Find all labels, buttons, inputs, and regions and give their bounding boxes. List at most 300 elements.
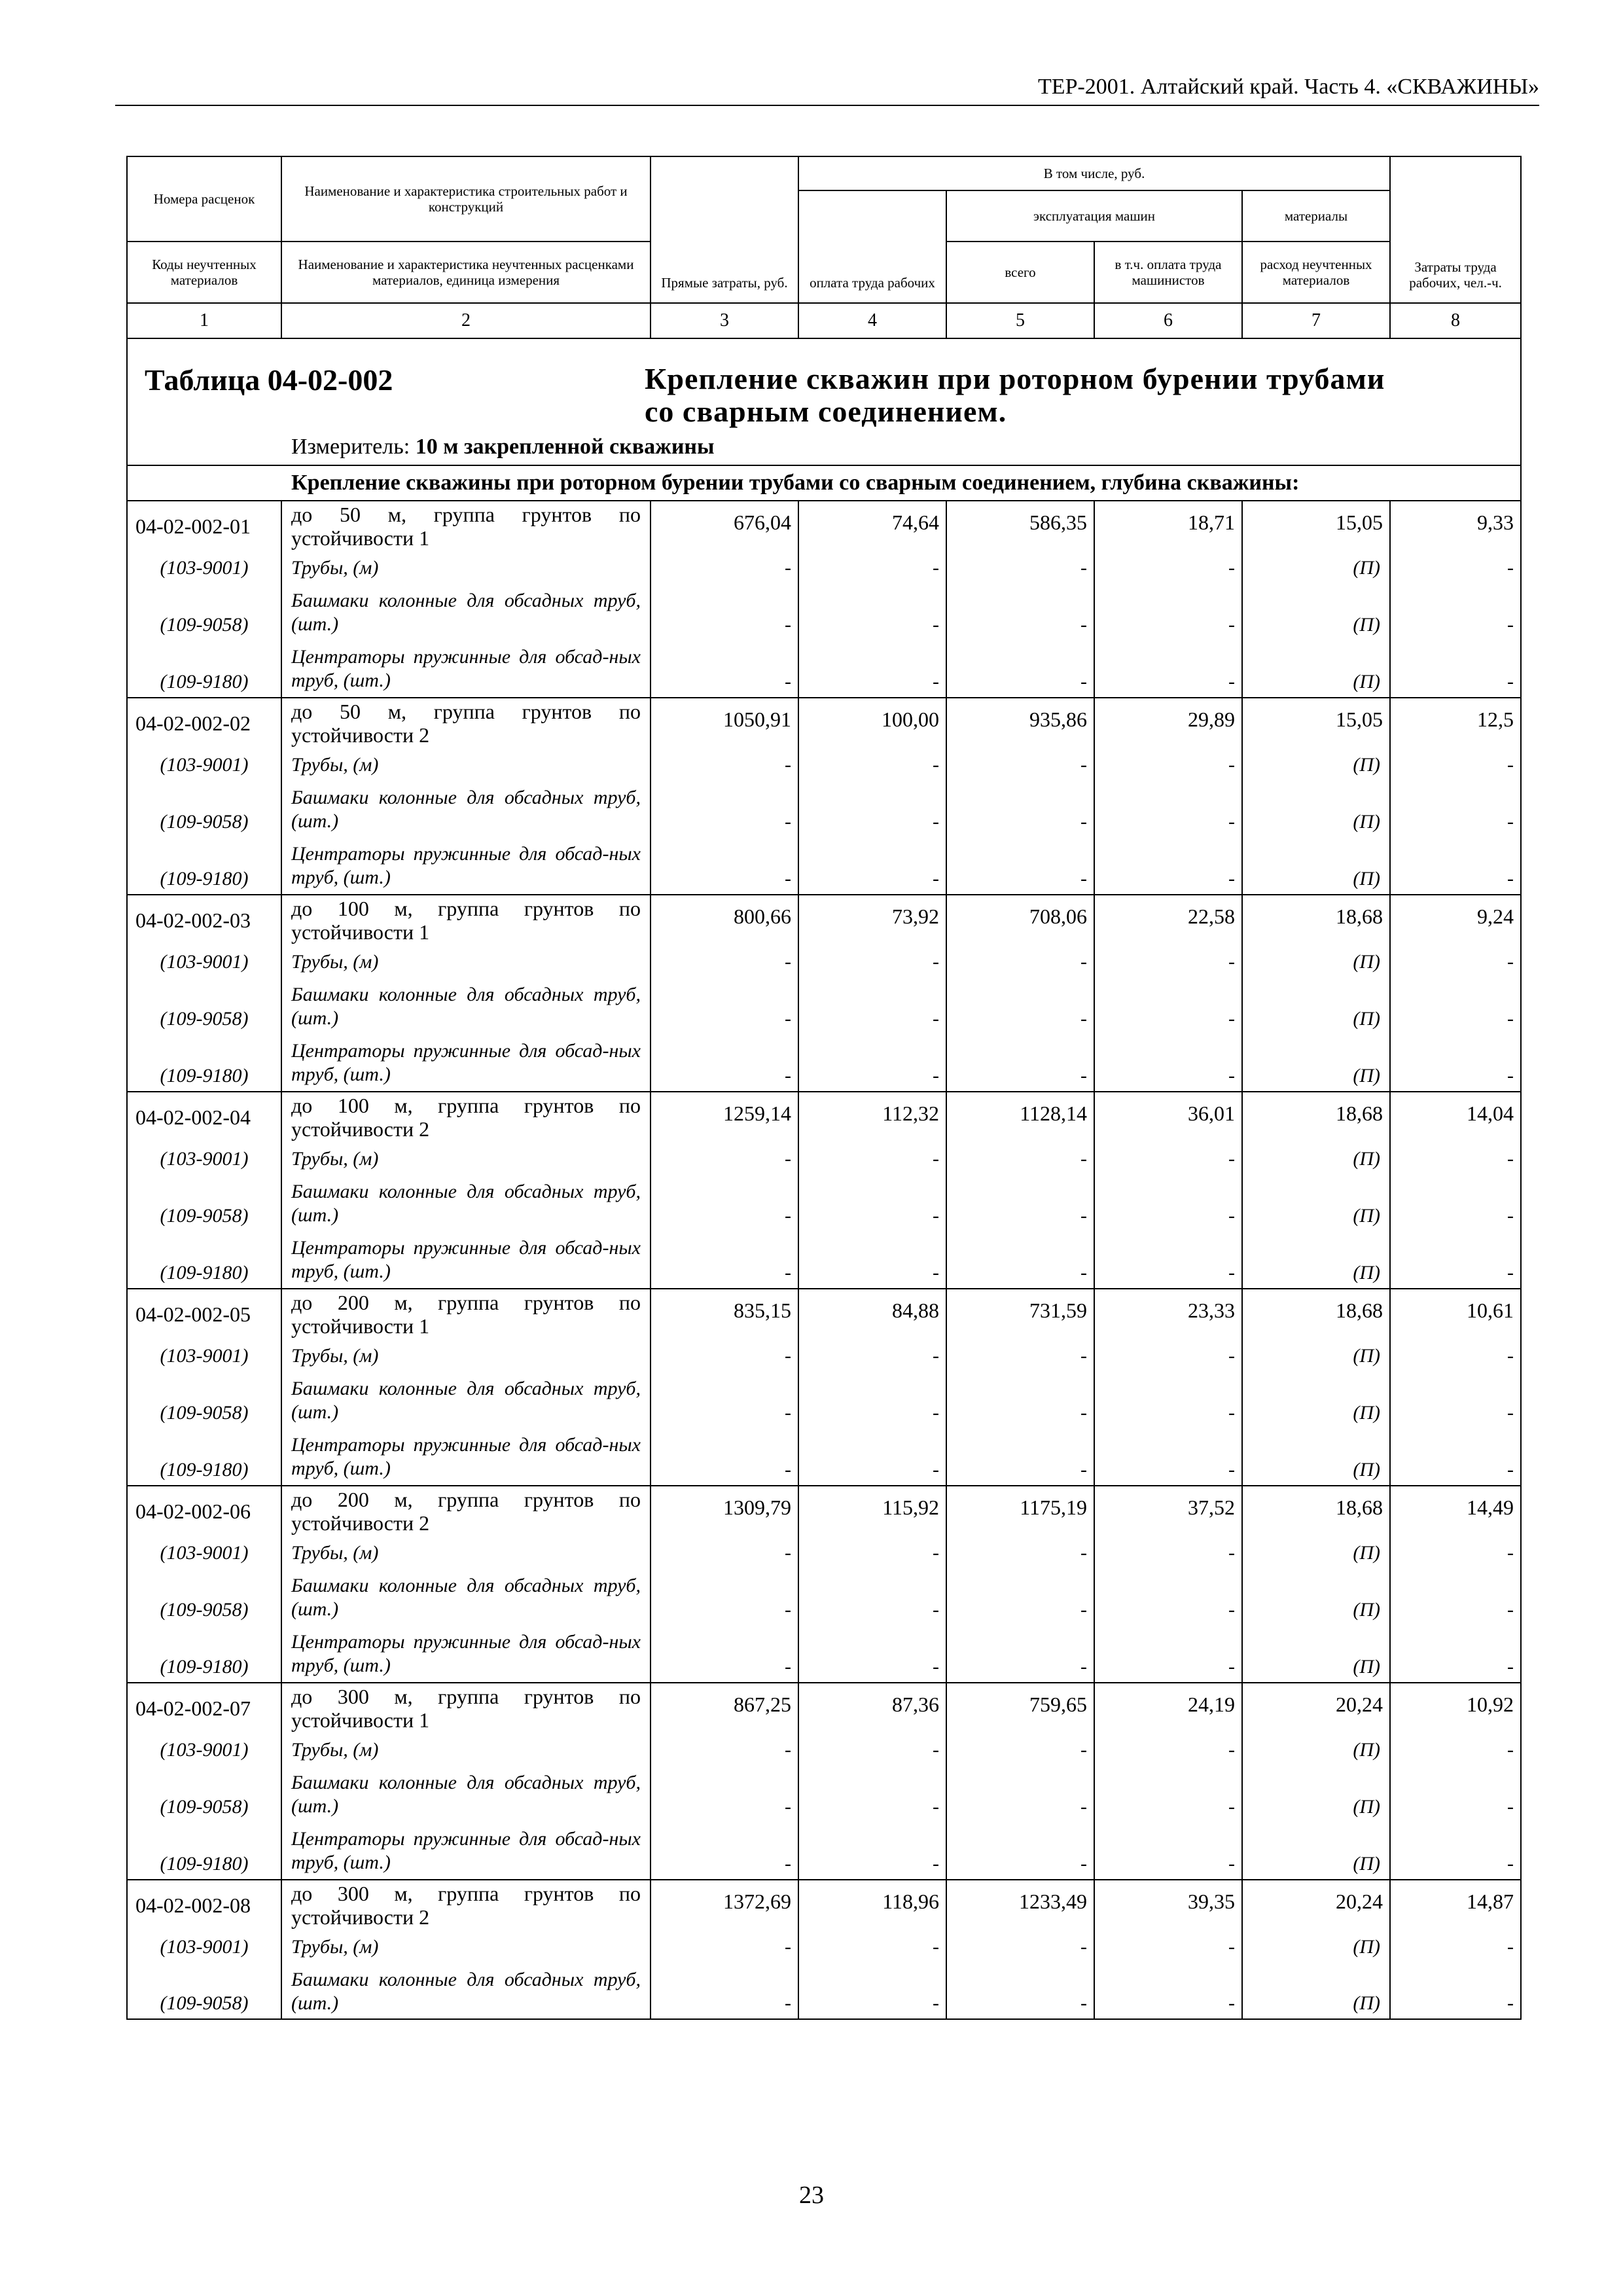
materials-value: 15,05 (1242, 501, 1390, 551)
table-name-line-2: со сварным соединением. (645, 395, 1007, 428)
header-machines: эксплуатация машин (946, 190, 1242, 242)
material-name: Трубы, (м) (281, 1339, 651, 1373)
labor-hours-value: 12,5 (1390, 698, 1521, 748)
measure-unit-label: Измеритель: (291, 435, 410, 459)
materials-value: 20,24 (1242, 1683, 1390, 1733)
material-name: Башмаки колонные для обсадных труб, (шт.) (281, 1570, 651, 1625)
dash-cell: - (1390, 1822, 1521, 1880)
material-name: Башмаки колонные для обсадных труб, (шт.) (281, 1767, 651, 1822)
rate-row (127, 1880, 1521, 1930)
machines-total-value: 1175,19 (946, 1486, 1094, 1536)
material-name: Трубы, (м) (281, 551, 651, 585)
col-number: 3 (651, 303, 798, 338)
material-row (127, 1339, 1521, 1373)
material-mark: (П) (1242, 837, 1390, 895)
col-number: 4 (798, 303, 946, 338)
dash-cell: - (1094, 1733, 1242, 1767)
rate-code: 04-02-002-06 (127, 1486, 281, 1536)
dash-cell: - (1390, 585, 1521, 640)
material-code: (109-9180) (127, 1822, 281, 1880)
dash-cell: - (1094, 1822, 1242, 1880)
dash-cell: - (798, 837, 946, 895)
material-mark: (П) (1242, 1142, 1390, 1176)
direct-costs-value: 676,04 (651, 501, 798, 551)
material-mark: (П) (1242, 748, 1390, 782)
materials-value: 18,68 (1242, 1289, 1390, 1339)
material-name: Башмаки колонные для обсадных труб, (шт.) (281, 1373, 651, 1428)
dash-cell: - (1390, 1176, 1521, 1231)
direct-costs-value: 867,25 (651, 1683, 798, 1733)
material-mark: (П) (1242, 1339, 1390, 1373)
material-name: Центраторы пружинные для обсад-ных труб, (шт.) (281, 837, 651, 895)
material-name: Трубы, (м) (281, 1142, 651, 1176)
dash-cell: - (651, 1231, 798, 1289)
dash-cell: - (1390, 1231, 1521, 1289)
dash-cell: - (1390, 1428, 1521, 1486)
material-row (127, 551, 1521, 585)
dash-cell: - (651, 1339, 798, 1373)
material-name: Трубы, (м) (281, 1930, 651, 1964)
machines-total-value: 935,86 (946, 698, 1094, 748)
material-code: (109-9180) (127, 1625, 281, 1683)
material-mark: (П) (1242, 1733, 1390, 1767)
rate-row (127, 501, 1521, 551)
dash-cell: - (946, 979, 1094, 1034)
col-number: 8 (1390, 303, 1521, 338)
dash-cell: - (651, 585, 798, 640)
dash-cell: - (798, 1536, 946, 1570)
dash-cell: - (798, 1176, 946, 1231)
col-number: 7 (1242, 303, 1390, 338)
dash-cell: - (946, 1930, 1094, 1964)
labor-hours-value: 9,24 (1390, 895, 1521, 945)
operators-pay-value: 29,89 (1094, 698, 1242, 748)
operators-pay-value: 23,33 (1094, 1289, 1242, 1339)
table-number: Таблица 04-02-002 (145, 363, 393, 397)
dash-cell: - (946, 551, 1094, 585)
material-mark: (П) (1242, 1231, 1390, 1289)
dash-cell: - (798, 1733, 946, 1767)
dash-cell: - (1390, 945, 1521, 979)
dash-cell: - (1094, 1034, 1242, 1092)
dash-cell: - (651, 1625, 798, 1683)
col-number: 6 (1094, 303, 1242, 338)
direct-costs-value: 1259,14 (651, 1092, 798, 1142)
labor-hours-value: 14,87 (1390, 1880, 1521, 1930)
header-worker-pay: оплата труда рабочих (798, 190, 946, 303)
rate-row (127, 698, 1521, 748)
machines-total-value: 731,59 (946, 1289, 1094, 1339)
worker-pay-value: 73,92 (798, 895, 946, 945)
rate-code: 04-02-002-07 (127, 1683, 281, 1733)
dash-cell: - (946, 782, 1094, 837)
material-code: (103-9001) (127, 748, 281, 782)
dash-cell: - (1094, 1231, 1242, 1289)
dash-cell: - (651, 945, 798, 979)
machines-total-value: 708,06 (946, 895, 1094, 945)
dash-cell: - (1390, 1625, 1521, 1683)
dash-cell: - (1094, 1570, 1242, 1625)
dash-cell: - (798, 585, 946, 640)
measure-unit (128, 435, 1520, 459)
worker-pay-value: 115,92 (798, 1486, 946, 1536)
material-mark: (П) (1242, 1428, 1390, 1486)
dash-cell: - (1390, 1034, 1521, 1092)
table-name (645, 363, 1450, 428)
operators-pay-value: 37,52 (1094, 1486, 1242, 1536)
dash-cell: - (1390, 782, 1521, 837)
dash-cell: - (798, 1428, 946, 1486)
dash-cell: - (1390, 1733, 1521, 1767)
rate-code: 04-02-002-05 (127, 1289, 281, 1339)
rate-name: до 300 м, группа грунтов по устойчивости 1 (281, 1683, 651, 1733)
dash-cell: - (798, 945, 946, 979)
operators-pay-value: 36,01 (1094, 1092, 1242, 1142)
header-material-names: Наименование и характеристика неучтенных расценками материалов, единица измерения (281, 242, 651, 303)
dash-cell: - (946, 1339, 1094, 1373)
material-row (127, 1536, 1521, 1570)
material-mark: (П) (1242, 1570, 1390, 1625)
header-unaccounted-materials: расход неучтенных материалов (1242, 242, 1390, 303)
rate-code: 04-02-002-02 (127, 698, 281, 748)
rate-row (127, 1683, 1521, 1733)
dash-cell: - (1094, 1142, 1242, 1176)
table-title-block (127, 338, 1521, 465)
dash-cell: - (798, 1339, 946, 1373)
labor-hours-value: 10,92 (1390, 1683, 1521, 1733)
col-number: 5 (946, 303, 1094, 338)
dash-cell: - (651, 1176, 798, 1231)
materials-value: 18,68 (1242, 1092, 1390, 1142)
dash-cell: - (1094, 979, 1242, 1034)
material-mark: (П) (1242, 1822, 1390, 1880)
col-number: 1 (127, 303, 281, 338)
materials-value: 15,05 (1242, 698, 1390, 748)
material-row (127, 1930, 1521, 1964)
dash-cell: - (946, 1231, 1094, 1289)
running-header: ТЕР-2001. Алтайский край. Часть 4. «СКВАЖИНЫ» (115, 73, 1539, 106)
machines-total-value: 759,65 (946, 1683, 1094, 1733)
dash-cell: - (651, 1964, 798, 2019)
material-mark: (П) (1242, 1767, 1390, 1822)
rate-row (127, 1289, 1521, 1339)
material-code: (103-9001) (127, 945, 281, 979)
dash-cell: - (1094, 782, 1242, 837)
materials-value: 18,68 (1242, 895, 1390, 945)
worker-pay-value: 118,96 (798, 1880, 946, 1930)
dash-cell: - (946, 585, 1094, 640)
dash-cell: - (798, 551, 946, 585)
dash-cell: - (946, 1570, 1094, 1625)
dash-cell: - (651, 1536, 798, 1570)
dash-cell: - (1390, 837, 1521, 895)
dash-cell: - (946, 1625, 1094, 1683)
material-row (127, 1625, 1521, 1683)
material-code: (109-9058) (127, 585, 281, 640)
dash-cell: - (651, 551, 798, 585)
dash-cell: - (798, 1034, 946, 1092)
material-code: (109-9180) (127, 1231, 281, 1289)
material-name: Центраторы пружинные для обсад-ных труб, (шт.) (281, 1231, 651, 1289)
material-mark: (П) (1242, 1625, 1390, 1683)
dash-cell: - (1390, 979, 1521, 1034)
material-code: (109-9180) (127, 1428, 281, 1486)
dash-cell: - (651, 1428, 798, 1486)
dash-cell: - (946, 1142, 1094, 1176)
dash-cell: - (946, 945, 1094, 979)
dash-cell: - (1390, 640, 1521, 698)
dash-cell: - (1390, 1930, 1521, 1964)
dash-cell: - (651, 1930, 798, 1964)
dash-cell: - (798, 1930, 946, 1964)
direct-costs-value: 1050,91 (651, 698, 798, 748)
dash-cell: - (1094, 945, 1242, 979)
dash-cell: - (946, 1176, 1094, 1231)
material-code: (103-9001) (127, 1142, 281, 1176)
material-row (127, 1733, 1521, 1767)
dash-cell: - (1094, 1536, 1242, 1570)
material-code: (109-9058) (127, 1964, 281, 2019)
dash-cell: - (798, 640, 946, 698)
material-row (127, 1570, 1521, 1625)
material-row (127, 585, 1521, 640)
dash-cell: - (1094, 1964, 1242, 2019)
material-row (127, 979, 1521, 1034)
dash-cell: - (946, 837, 1094, 895)
dash-cell: - (1390, 1570, 1521, 1625)
dash-cell: - (798, 1373, 946, 1428)
rate-name: до 100 м, группа грунтов по устойчивости 1 (281, 895, 651, 945)
rate-code: 04-02-002-04 (127, 1092, 281, 1142)
worker-pay-value: 100,00 (798, 698, 946, 748)
labor-hours-value: 14,49 (1390, 1486, 1521, 1536)
material-mark: (П) (1242, 1034, 1390, 1092)
dash-cell: - (651, 1767, 798, 1822)
material-mark: (П) (1242, 945, 1390, 979)
operators-pay-value: 24,19 (1094, 1683, 1242, 1733)
materials-value: 18,68 (1242, 1486, 1390, 1536)
dash-cell: - (798, 1625, 946, 1683)
material-row (127, 640, 1521, 698)
rate-code: 04-02-002-08 (127, 1880, 281, 1930)
material-name: Башмаки колонные для обсадных труб, (шт.) (281, 1176, 651, 1231)
dash-cell: - (651, 1034, 798, 1092)
material-row (127, 1428, 1521, 1486)
dash-cell: - (946, 1964, 1094, 2019)
material-row (127, 1822, 1521, 1880)
header-material-codes: Коды неучтенных материалов (127, 242, 281, 303)
dash-cell: - (798, 782, 946, 837)
worker-pay-value: 87,36 (798, 1683, 946, 1733)
worker-pay-value: 112,32 (798, 1092, 946, 1142)
rate-name: до 300 м, группа грунтов по устойчивости 2 (281, 1880, 651, 1930)
dash-cell: - (946, 1767, 1094, 1822)
dash-cell: - (1094, 1767, 1242, 1822)
material-name: Центраторы пружинные для обсад-ных труб, (шт.) (281, 1822, 651, 1880)
dash-cell: - (1094, 585, 1242, 640)
materials-value: 20,24 (1242, 1880, 1390, 1930)
dash-cell: - (1390, 1964, 1521, 2019)
material-mark: (П) (1242, 1373, 1390, 1428)
rate-name: до 100 м, группа грунтов по устойчивости 2 (281, 1092, 651, 1142)
operators-pay-value: 18,71 (1094, 501, 1242, 551)
material-name: Трубы, (м) (281, 1536, 651, 1570)
material-code: (109-9180) (127, 640, 281, 698)
dash-cell: - (946, 640, 1094, 698)
material-mark: (П) (1242, 1536, 1390, 1570)
material-name: Башмаки колонные для обсадных труб, (шт.) (281, 782, 651, 837)
material-name: Центраторы пружинные для обсад-ных труб, (шт.) (281, 640, 651, 698)
dash-cell: - (798, 1231, 946, 1289)
material-code: (103-9001) (127, 1536, 281, 1570)
material-code: (103-9001) (127, 551, 281, 585)
direct-costs-value: 800,66 (651, 895, 798, 945)
material-name: Трубы, (м) (281, 748, 651, 782)
material-name: Трубы, (м) (281, 945, 651, 979)
dash-cell: - (1390, 551, 1521, 585)
dash-cell: - (651, 640, 798, 698)
material-row (127, 782, 1521, 837)
header-including: В том числе, руб. (798, 156, 1390, 190)
dash-cell: - (1094, 1176, 1242, 1231)
dash-cell: - (798, 1767, 946, 1822)
header-machines-total: всего (946, 242, 1094, 303)
dash-cell: - (651, 979, 798, 1034)
page-number: 23 (799, 2181, 824, 2209)
material-row (127, 1231, 1521, 1289)
material-mark: (П) (1242, 1930, 1390, 1964)
material-row (127, 748, 1521, 782)
dash-cell: - (946, 1733, 1094, 1767)
dash-cell: - (946, 1373, 1094, 1428)
rate-name: до 200 м, группа грунтов по устойчивости 2 (281, 1486, 651, 1536)
dash-cell: - (651, 748, 798, 782)
material-code: (109-9058) (127, 1767, 281, 1822)
rate-row (127, 1092, 1521, 1142)
header-labor-hours: Затраты труда рабочих, чел.-ч. (1390, 156, 1521, 303)
material-code: (103-9001) (127, 1733, 281, 1767)
dash-cell: - (798, 748, 946, 782)
rate-code: 04-02-002-03 (127, 895, 281, 945)
dash-cell: - (946, 1822, 1094, 1880)
dash-cell: - (1390, 1373, 1521, 1428)
dash-cell: - (798, 1822, 946, 1880)
dash-cell: - (651, 1570, 798, 1625)
dash-cell: - (1390, 1339, 1521, 1373)
dash-cell: - (798, 979, 946, 1034)
dash-cell: - (651, 1822, 798, 1880)
material-mark: (П) (1242, 1176, 1390, 1231)
material-code: (103-9001) (127, 1930, 281, 1964)
material-name: Центраторы пружинные для обсад-ных труб, (шт.) (281, 1428, 651, 1486)
dash-cell: - (798, 1570, 946, 1625)
header-materials: материалы (1242, 190, 1390, 242)
section-heading: Крепление скважины при роторном бурении трубами со сварным соединением, глубина скважины: (127, 465, 1521, 501)
dash-cell: - (1094, 551, 1242, 585)
material-name: Трубы, (м) (281, 1733, 651, 1767)
direct-costs-value: 835,15 (651, 1289, 798, 1339)
material-mark: (П) (1242, 782, 1390, 837)
dash-cell: - (1094, 1339, 1242, 1373)
direct-costs-value: 1372,69 (651, 1880, 798, 1930)
rate-row (127, 895, 1521, 945)
machines-total-value: 586,35 (946, 501, 1094, 551)
header-work-name: Наименование и характеристика строительных работ и конструкций (281, 156, 651, 242)
material-name: Башмаки колонные для обсадных труб, (шт.) (281, 1964, 651, 2019)
material-code: (109-9058) (127, 1570, 281, 1625)
rate-code: 04-02-002-01 (127, 501, 281, 551)
material-row (127, 837, 1521, 895)
material-code: (109-9058) (127, 1373, 281, 1428)
dash-cell: - (1094, 1373, 1242, 1428)
material-code: (109-9058) (127, 782, 281, 837)
dash-cell: - (651, 782, 798, 837)
dash-cell: - (798, 1964, 946, 2019)
dash-cell: - (1390, 1142, 1521, 1176)
machines-total-value: 1128,14 (946, 1092, 1094, 1142)
dash-cell: - (1094, 837, 1242, 895)
rate-name: до 50 м, группа грунтов по устойчивости 1 (281, 501, 651, 551)
rate-name: до 200 м, группа грунтов по устойчивости 1 (281, 1289, 651, 1339)
dash-cell: - (1094, 640, 1242, 698)
material-row (127, 945, 1521, 979)
material-row (127, 1034, 1521, 1092)
material-code: (109-9058) (127, 979, 281, 1034)
dash-cell: - (798, 1142, 946, 1176)
dash-cell: - (1390, 748, 1521, 782)
material-name: Центраторы пружинные для обсад-ных труб, (шт.) (281, 1625, 651, 1683)
dash-cell: - (1094, 748, 1242, 782)
machines-total-value: 1233,49 (946, 1880, 1094, 1930)
dash-cell: - (946, 1536, 1094, 1570)
material-mark: (П) (1242, 979, 1390, 1034)
dash-cell: - (651, 1373, 798, 1428)
header-rate-numbers: Номера расценок (127, 156, 281, 242)
worker-pay-value: 74,64 (798, 501, 946, 551)
rate-name: до 50 м, группа грунтов по устойчивости 2 (281, 698, 651, 748)
material-mark: (П) (1242, 585, 1390, 640)
labor-hours-value: 10,61 (1390, 1289, 1521, 1339)
material-code: (109-9180) (127, 1034, 281, 1092)
col-number: 2 (281, 303, 651, 338)
dash-cell: - (1094, 1428, 1242, 1486)
material-row (127, 1964, 1521, 2019)
material-row (127, 1176, 1521, 1231)
dash-cell: - (946, 1034, 1094, 1092)
material-mark: (П) (1242, 551, 1390, 585)
worker-pay-value: 84,88 (798, 1289, 946, 1339)
dash-cell: - (946, 1428, 1094, 1486)
dash-cell: - (651, 1142, 798, 1176)
dash-cell: - (946, 748, 1094, 782)
material-row (127, 1142, 1521, 1176)
header-direct-costs: Прямые затраты, руб. (651, 156, 798, 303)
material-row (127, 1767, 1521, 1822)
dash-cell: - (1390, 1767, 1521, 1822)
dash-cell: - (1094, 1625, 1242, 1683)
direct-costs-value: 1309,79 (651, 1486, 798, 1536)
labor-hours-value: 9,33 (1390, 501, 1521, 551)
material-mark: (П) (1242, 1964, 1390, 2019)
dash-cell: - (651, 837, 798, 895)
operators-pay-value: 39,35 (1094, 1880, 1242, 1930)
material-name: Башмаки колонные для обсадных труб, (шт.) (281, 979, 651, 1034)
dash-cell: - (1390, 1536, 1521, 1570)
table-name-line-1: Крепление скважин при роторном бурении трубами (645, 362, 1385, 395)
material-mark: (П) (1242, 640, 1390, 698)
header-operators-pay: в т.ч. оплата труда машинистов (1094, 242, 1242, 303)
material-code: (109-9058) (127, 1176, 281, 1231)
